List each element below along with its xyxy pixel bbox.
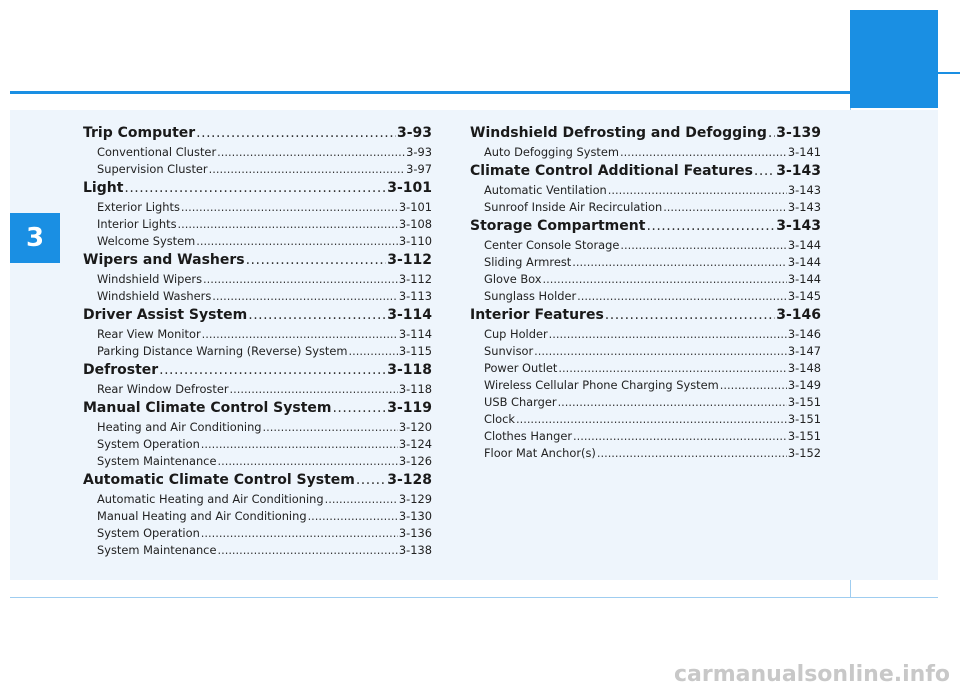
toc-column-left — [83, 123, 432, 559]
toc-subentry[interactable] — [83, 326, 432, 343]
toc-subentry-page: 3-149 — [787, 378, 821, 392]
toc-subentry-title: Sunglass Holder — [484, 289, 577, 303]
toc-section-entry-title: Driver Assist System — [83, 307, 248, 323]
toc-subentry-title: USB Charger — [484, 395, 557, 409]
toc-subentry[interactable] — [83, 233, 432, 250]
toc-subentry[interactable] — [83, 271, 432, 288]
toc-subentry[interactable] — [470, 428, 821, 445]
toc-section-entry-page: 3-128 — [387, 472, 432, 488]
toc-subentry-page: 3-124 — [398, 437, 432, 451]
dot-leader — [620, 237, 787, 254]
toc-subentry[interactable] — [83, 453, 432, 470]
toc-subentry[interactable] — [470, 394, 821, 411]
toc-subentry-title: Rear View Monitor — [97, 327, 201, 341]
toc-section-entry-title: Storage Compartment — [470, 218, 646, 234]
dot-leader — [178, 216, 398, 233]
toc-subentry-page: 3-151 — [787, 395, 821, 409]
toc-subentry-page: 3-110 — [398, 234, 432, 248]
toc-subentry-page: 3-147 — [787, 344, 821, 358]
toc-subentry-page: 3-115 — [398, 344, 432, 358]
toc-subentry-title: Rear Window Defroster — [97, 382, 229, 396]
toc-subentry[interactable] — [470, 199, 821, 216]
toc-subentry-page: 3-114 — [398, 327, 432, 341]
dot-leader — [202, 326, 398, 343]
toc-section-entry[interactable] — [470, 305, 821, 326]
dot-leader — [356, 470, 386, 491]
toc-section-entry[interactable] — [83, 305, 432, 326]
toc-section-entry-page: 3-139 — [776, 125, 821, 141]
toc-subentry[interactable] — [83, 436, 432, 453]
dot-leader — [203, 271, 398, 288]
toc-subentry[interactable] — [83, 542, 432, 559]
watermark: carmanualsonline.info — [674, 662, 950, 687]
toc-subentry-title: Manual Heating and Air Conditioning — [97, 509, 307, 523]
toc-section-entry-page: 3-118 — [387, 362, 432, 378]
toc-subentry-page: 3-144 — [787, 272, 821, 286]
toc-subentry-title: System Operation — [97, 526, 200, 540]
toc-subentry-page: 3-144 — [787, 255, 821, 269]
dot-leader — [196, 123, 396, 144]
dot-leader — [597, 445, 787, 462]
toc-section-entry-page: 3-146 — [776, 307, 821, 323]
toc-section-entry[interactable] — [83, 470, 432, 491]
toc-section-entry[interactable] — [83, 178, 432, 199]
toc-subentry-title: Clock — [484, 412, 515, 426]
toc-subentry-title: Parking Distance Warning (Reverse) System — [97, 344, 348, 358]
toc-subentry-page: 3-101 — [398, 200, 432, 214]
toc-subentry[interactable] — [470, 360, 821, 377]
toc-subentry-title: Windshield Washers — [97, 289, 212, 303]
toc-section-entry-title: Trip Computer — [83, 125, 196, 141]
toc-subentry-page: 3-129 — [398, 492, 432, 506]
toc-subentry-title: Interior Lights — [97, 217, 177, 231]
dot-leader — [608, 182, 787, 199]
toc-subentry[interactable] — [470, 254, 821, 271]
dot-leader — [217, 542, 397, 559]
toc-subentry[interactable] — [470, 445, 821, 462]
toc-subentry-title: Conventional Cluster — [97, 145, 217, 159]
toc-section-entry[interactable] — [470, 123, 821, 144]
toc-subentry-page: 3-151 — [787, 429, 821, 443]
dot-leader — [754, 161, 775, 182]
dot-leader — [201, 436, 398, 453]
dot-leader — [573, 428, 787, 445]
toc-subentry-title: Floor Mat Anchor(s) — [484, 446, 596, 460]
toc-section-entry[interactable] — [83, 360, 432, 381]
toc-subentry-title: Auto Defogging System — [484, 145, 619, 159]
dot-leader — [308, 508, 398, 525]
toc-subentry-page: 3-152 — [787, 446, 821, 460]
dot-leader — [332, 398, 386, 419]
dot-leader — [201, 525, 398, 542]
toc-subentry-title: Glove Box — [484, 272, 542, 286]
toc-subentry-title: Sliding Armrest — [484, 255, 572, 269]
toc-subentry[interactable] — [83, 288, 432, 305]
toc-subentry-page: 3-136 — [398, 526, 432, 540]
dot-leader — [217, 453, 397, 470]
dot-leader — [248, 305, 386, 326]
dot-leader — [349, 343, 398, 360]
toc-subentry-page: 3-151 — [787, 412, 821, 426]
toc-subentry-title: Sunroof Inside Air Recirculation — [484, 200, 663, 214]
dot-leader — [181, 199, 398, 216]
dot-leader — [212, 288, 398, 305]
toc-subentry[interactable] — [83, 199, 432, 216]
dot-leader — [159, 360, 386, 381]
dot-leader — [577, 288, 787, 305]
dot-leader — [620, 144, 787, 161]
dot-leader — [646, 216, 775, 237]
toc-section-entry-title: Interior Features — [470, 307, 604, 323]
corner-tab — [850, 10, 938, 108]
dot-leader — [663, 199, 787, 216]
toc-section-entry[interactable] — [83, 250, 432, 271]
toc-subentry-title: Supervision Cluster — [97, 162, 208, 176]
toc-subentry-page: 3-108 — [398, 217, 432, 231]
dot-leader — [572, 254, 787, 271]
dot-leader — [246, 250, 387, 271]
toc-section-entry-page: 3-112 — [387, 252, 432, 268]
dot-leader — [196, 233, 398, 250]
toc-subentry-title: Power Outlet — [484, 361, 558, 375]
toc-section-entry-page: 3-143 — [776, 163, 821, 179]
header-rule-right — [938, 72, 960, 74]
toc-section-entry-page: 3-101 — [387, 180, 432, 196]
toc-subentry[interactable] — [470, 411, 821, 428]
toc-subentry-page: 3-143 — [787, 200, 821, 214]
toc-subentry[interactable] — [470, 326, 821, 343]
toc-section-entry-title: Windshield Defrosting and Defogging — [470, 125, 767, 141]
toc-subentry-page: 3-126 — [398, 454, 432, 468]
toc-subentry[interactable] — [83, 508, 432, 525]
toc-subentry-page: 3-120 — [398, 420, 432, 434]
toc-subentry-title: Automatic Ventilation — [484, 183, 607, 197]
dot-leader — [325, 491, 398, 508]
dot-leader — [217, 144, 405, 161]
toc-subentry[interactable] — [83, 343, 432, 360]
toc-subentry-page: 3-113 — [398, 289, 432, 303]
toc-section-entry[interactable] — [83, 123, 432, 144]
toc-subentry-title: System Operation — [97, 437, 200, 451]
toc-subentry[interactable] — [470, 343, 821, 360]
toc-section-entry-title: Defroster — [83, 362, 159, 378]
toc-section-entry-title: Automatic Climate Control System — [83, 472, 355, 488]
toc-subentry-title: Clothes Hanger — [484, 429, 573, 443]
dot-leader — [124, 178, 386, 199]
toc-subentry-title: Heating and Air Conditioning — [97, 420, 262, 434]
toc-column-right — [470, 123, 821, 462]
toc-subentry-title: System Maintenance — [97, 454, 217, 468]
toc-subentry[interactable] — [83, 381, 432, 398]
dot-leader — [534, 343, 787, 360]
toc-subentry-title: Welcome System — [97, 234, 196, 248]
toc-subentry[interactable] — [83, 419, 432, 436]
toc-subentry[interactable] — [470, 377, 821, 394]
toc-subentry-page: 3-112 — [398, 272, 432, 286]
header-rule — [10, 91, 850, 94]
toc-section-entry-title: Light — [83, 180, 124, 196]
chapter-tab[interactable]: 3 — [10, 213, 60, 263]
toc-subentry-page: 3-138 — [398, 543, 432, 557]
toc-subentry[interactable] — [470, 237, 821, 254]
toc-subentry-page: 3-144 — [787, 238, 821, 252]
toc-subentry-title: Exterior Lights — [97, 200, 180, 214]
dot-leader — [768, 123, 775, 144]
toc-subentry[interactable] — [83, 161, 432, 178]
toc-subentry-page: 3-145 — [787, 289, 821, 303]
toc-section-entry-title: Climate Control Additional Features — [470, 163, 753, 179]
dot-leader — [209, 161, 406, 178]
toc-subentry-page: 3-146 — [787, 327, 821, 341]
footer-rule — [10, 597, 938, 598]
toc-section-entry-page: 3-143 — [776, 218, 821, 234]
toc-subentry[interactable] — [83, 491, 432, 508]
toc-subentry-title: Windshield Wipers — [97, 272, 203, 286]
toc-section-entry-title: Wipers and Washers — [83, 252, 245, 268]
toc-section-entry-page: 3-119 — [387, 400, 432, 416]
dot-leader — [558, 394, 787, 411]
toc-section-entry[interactable] — [470, 161, 821, 182]
toc-subentry-page: 3-143 — [787, 183, 821, 197]
toc-subentry-page: 3-97 — [406, 162, 432, 176]
toc-subentry-title: Automatic Heating and Air Conditioning — [97, 492, 324, 506]
toc-subentry[interactable] — [470, 182, 821, 199]
toc-subentry-page: 3-148 — [787, 361, 821, 375]
toc-subentry-title: Cup Holder — [484, 327, 548, 341]
toc-subentry[interactable] — [83, 216, 432, 233]
toc-section-entry-title: Manual Climate Control System — [83, 400, 332, 416]
dot-leader — [720, 377, 787, 394]
toc-section-entry[interactable] — [83, 398, 432, 419]
toc-subentry-page: 3-93 — [406, 145, 432, 159]
toc-section-entry[interactable] — [470, 216, 821, 237]
toc-subentry[interactable] — [83, 525, 432, 542]
toc-subentry[interactable] — [470, 144, 821, 161]
toc-subentry-title: Sunvisor — [484, 344, 534, 358]
toc-subentry[interactable] — [470, 271, 821, 288]
toc-subentry-title: Wireless Cellular Phone Charging System — [484, 378, 719, 392]
dot-leader — [263, 419, 398, 436]
toc-subentry-title: Center Console Storage — [484, 238, 620, 252]
toc-subentry[interactable] — [83, 144, 432, 161]
dot-leader — [543, 271, 787, 288]
toc-subentry-page: 3-130 — [398, 509, 432, 523]
toc-subentry-title: System Maintenance — [97, 543, 217, 557]
dot-leader — [230, 381, 398, 398]
toc-subentry-page: 3-118 — [398, 382, 432, 396]
dot-leader — [605, 305, 775, 326]
toc-subentry-page: 3-141 — [787, 145, 821, 159]
dot-leader — [516, 411, 787, 428]
dot-leader — [558, 360, 787, 377]
toc-section-entry-page: 3-93 — [396, 125, 432, 141]
toc-section-entry-page: 3-114 — [387, 307, 432, 323]
dot-leader — [549, 326, 787, 343]
toc-subentry[interactable] — [470, 288, 821, 305]
